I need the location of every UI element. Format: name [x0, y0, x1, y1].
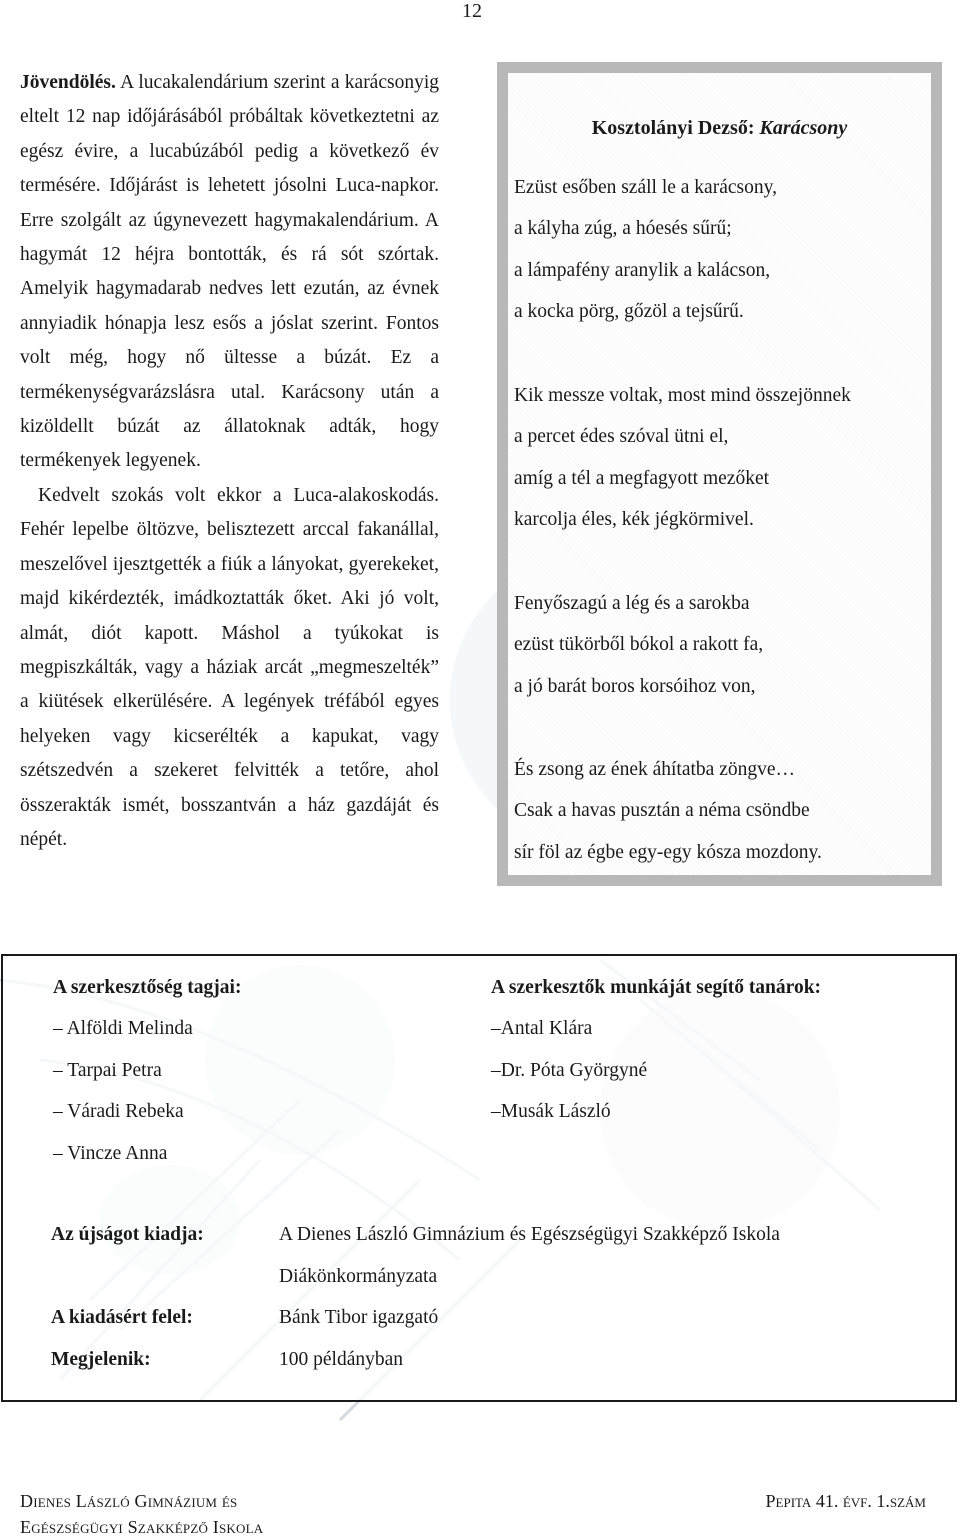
- poem-line: Kik messze voltak, most mind összejönnek: [514, 385, 851, 406]
- article-column: [20, 66, 439, 857]
- editors-heading: A szerkesztőség tagjai:: [53, 977, 242, 998]
- publisher-value-cont: Diákönkormányzata: [279, 1265, 438, 1287]
- teacher-item: [491, 1008, 821, 1050]
- editor-item: [53, 1133, 241, 1175]
- page-number: 12: [462, 0, 482, 22]
- dash-mark: –: [53, 1018, 63, 1039]
- dash-mark: –: [491, 1101, 501, 1123]
- footer-school-line-2: Egészségügyi Szakképző Iskola: [20, 1517, 264, 1537]
- poem-line: a kályha zúg, a hóesés sűrű;: [514, 218, 732, 240]
- poem-line: És zsong az ének áhítatba zöngve…: [514, 759, 796, 780]
- editor-name: Tarpai Petra: [67, 1059, 162, 1081]
- poem-line: ezüst tükörből bókol a rakott fa,: [514, 634, 764, 656]
- dash-mark: –: [53, 1142, 63, 1164]
- poem-line: a percet édes szóval ütni el,: [514, 426, 729, 448]
- copies-label: Megjelenik:: [51, 1348, 151, 1370]
- imprint-row-publisher-cont: [51, 1256, 780, 1298]
- imprint-row-responsible: [51, 1297, 780, 1339]
- responsible-label: A kiadásért felel:: [51, 1307, 193, 1328]
- poem-line: Csak a havas pusztán a néma csöndbe: [514, 800, 810, 822]
- imprint-row-publisher: [51, 1214, 780, 1256]
- editors-list: [53, 1008, 241, 1174]
- teachers-heading: A szerkesztők munkáját segítő tanárok:: [491, 977, 822, 998]
- poem-author: Kosztolányi Dezső:: [591, 117, 755, 139]
- teacher-item: [491, 1091, 821, 1133]
- responsible-value: Bánk Tibor igazgató: [279, 1307, 439, 1328]
- poem-line: a kocka pörg, gőzöl a tejsűrű.: [514, 301, 744, 323]
- poem-title-text: Karácsony: [759, 117, 848, 139]
- dash-mark: –: [491, 1059, 501, 1081]
- article-paragraph-1: [20, 66, 439, 479]
- copies-value: 100 példányban: [279, 1348, 404, 1370]
- teachers-list: [491, 1008, 821, 1133]
- poem-stanza-4: [514, 749, 925, 873]
- editor-name: Alföldi Melinda: [66, 1018, 193, 1039]
- imprint-section: [51, 1214, 780, 1380]
- dash-mark: –: [491, 1018, 501, 1039]
- editor-item: [53, 1008, 241, 1050]
- staff-box: [1, 954, 957, 1402]
- poem-title: [508, 117, 931, 140]
- teacher-name: Musák László: [500, 1101, 611, 1123]
- teacher-item: [491, 1050, 821, 1092]
- poem-panel: [508, 73, 931, 875]
- poem-line: karcolja éles, kék jégkörmivel.: [514, 509, 754, 531]
- editors-section: [53, 968, 241, 1174]
- poem-line: sír föl az égbe egy-egy kósza mozdony.: [514, 841, 822, 863]
- article-paragraph-2: Kedvelt szokás volt ekkor a Luca-alakoskodás. Fehér lepelbe öltözve, belisztezett arccal fakanállal, meszelővel ijesztgették a fiúk a lányokat, gyerekeket, majd kikérdezték, imádkoztatták őket. Aki jó volt, almát, diót kapott. Máshol a tyúkokat is megpiszkálták, vagy a háziak arcát „megmeszelték” a kiütések elkerülésére. A legények tréfából egyes helyeken vagy kicserélték a kapukat, vagy szétszedvén a szekeret felvitték a tetőre, ahol összerakták ismét, bosszantván a ház gazdáját és népét.: [20, 484, 439, 850]
- teacher-name: Dr. Póta Györgyné: [500, 1059, 648, 1081]
- publisher-value: A Dienes László Gimnázium és Egészségügyi Szakképző Iskola: [279, 1224, 780, 1245]
- poem-line: a lámpafény aranylik a kalácson,: [514, 259, 771, 281]
- editor-item: [53, 1050, 241, 1092]
- article-paragraph-1-text: A lucakalendárium szerint a karácsonyig eltelt 12 nap időjárásából próbáltak következtetni az egész évire, a lucabúzából pedig a következő év termésére. Időjárást is lehetett jósolni Luca-napkor. Erre szolgált az úgynevezett hagymakalendárium. A hagymát 12 héjra bontották, és rá sót szórtak. Amelyik hagymadarab nedves lett ezután, az évnek annyiadik hónapja lesz esős a jóslat szerint. Fontos volt még, hogy nő ültesse a búzát. Ez a termékenységvarázslásra utal. Karácsony után a kizöldellt búzát az állatoknak adták, hogy termékenyek legyenek.: [20, 72, 439, 472]
- poem-box: [497, 62, 942, 886]
- imprint-row-copies: [51, 1339, 780, 1381]
- editor-name: Váradi Rebeka: [67, 1101, 184, 1123]
- poem-line: Ezüst esőben száll le a karácsony,: [514, 177, 777, 198]
- footer-school: [20, 1488, 263, 1540]
- poem-line: Fenyőszagú a lég és a sarokba: [514, 593, 750, 614]
- teachers-section: [491, 968, 821, 1133]
- poem-line: amíg a tél a megfagyott mezőket: [514, 467, 770, 489]
- teacher-name: Antal Klára: [500, 1018, 593, 1039]
- editor-item: [53, 1091, 241, 1133]
- editor-name: Vincze Anna: [67, 1142, 168, 1164]
- publisher-label: Az újságot kiadja:: [51, 1224, 204, 1245]
- poem-stanza-2: [514, 375, 925, 541]
- poem-line: a jó barát boros korsóihoz von,: [514, 675, 756, 697]
- poem-stanza-1: [514, 167, 925, 333]
- article-heading: Jövendölés.: [20, 72, 116, 93]
- footer-school-line-1: Dienes László Gimnázium és: [20, 1491, 238, 1511]
- footer-issue: Pepita 41. évf. 1.szám: [765, 1491, 926, 1511]
- dash-mark: –: [53, 1101, 63, 1123]
- poem-stanza-3: [514, 583, 925, 707]
- dash-mark: –: [53, 1059, 63, 1081]
